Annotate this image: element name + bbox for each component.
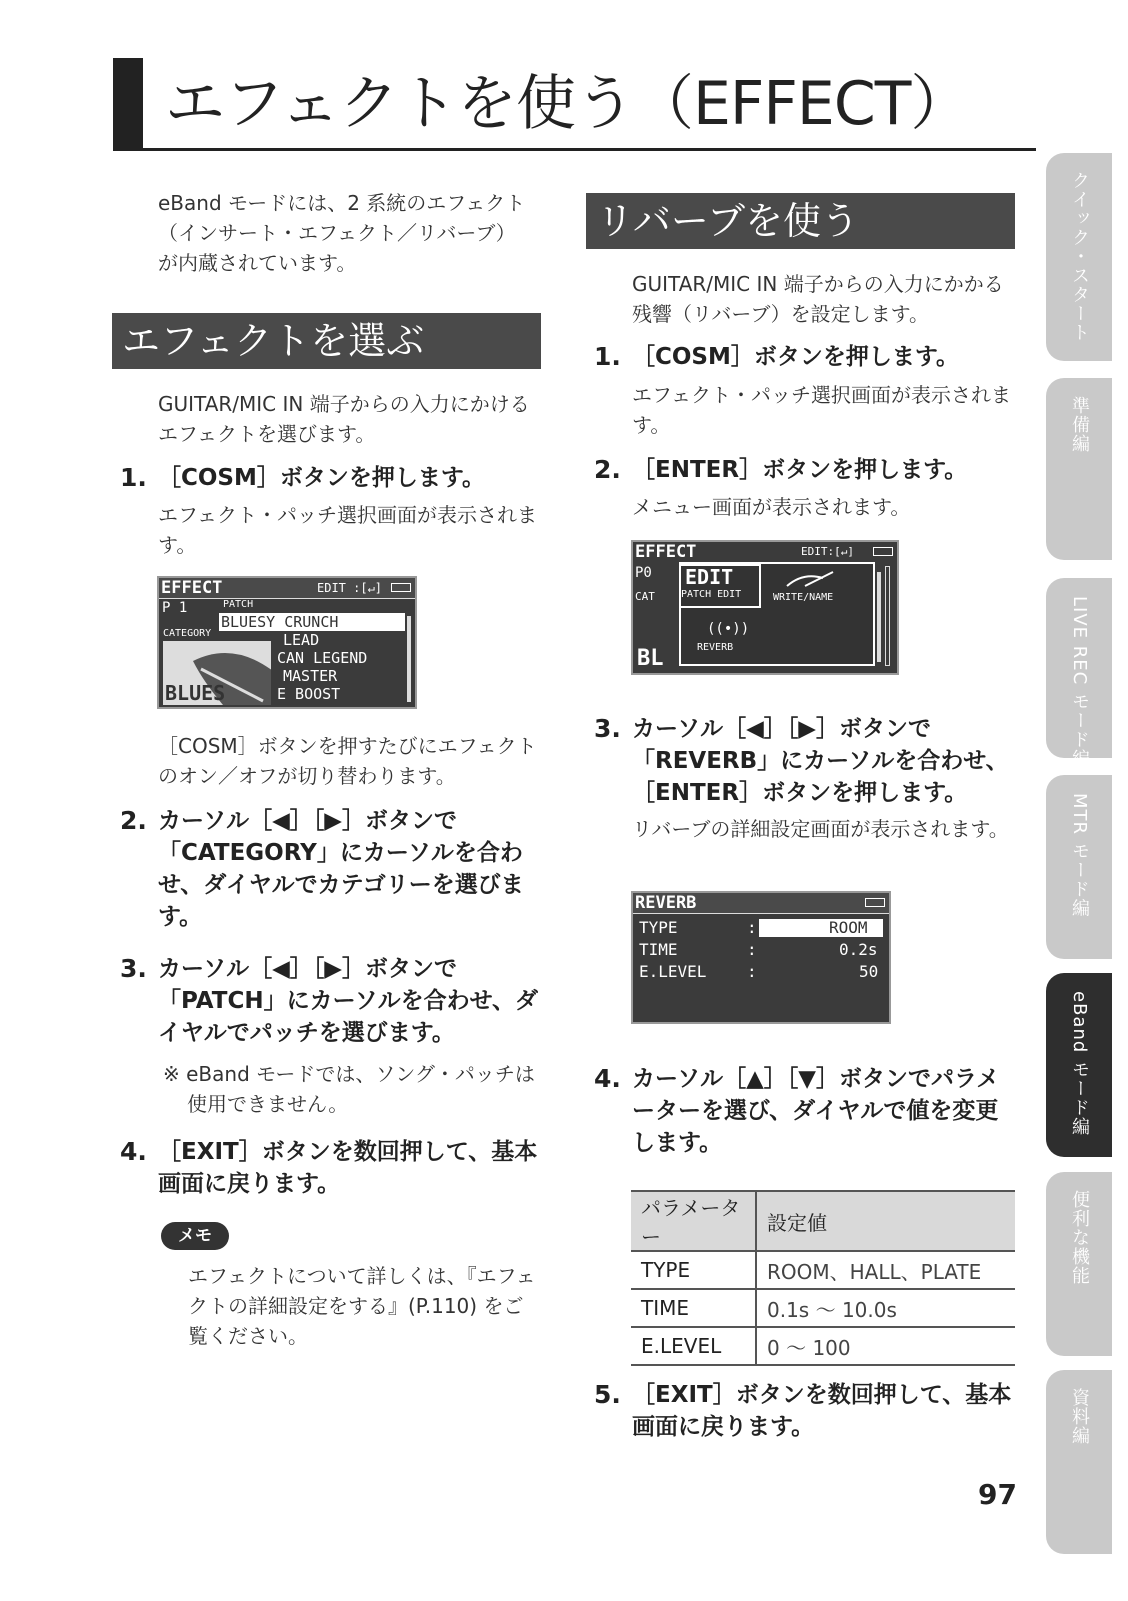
tab-label: LIVE REC モード編 xyxy=(1069,596,1090,768)
table-row xyxy=(631,1251,1015,1289)
reverb-icon: ((•)) xyxy=(707,621,750,637)
tab-useful-functions[interactable] xyxy=(1046,1172,1112,1356)
title-rule xyxy=(113,148,1036,151)
intro-text: eBand モードには、2 系統のエフェクト（インサート・エフェクト／リバーブ）が内蔵されています。 xyxy=(158,191,526,275)
tab-label: クイック・スタート xyxy=(1069,171,1090,342)
category-value: BLUES xyxy=(165,681,226,705)
step-number: 1. xyxy=(594,342,621,371)
bg-category-label: CAT xyxy=(635,590,655,603)
effect-patch-screen xyxy=(157,576,417,709)
step-number: 3. xyxy=(594,714,621,743)
tab-eband-mode[interactable] xyxy=(1046,973,1112,1157)
right-step-3-desc: リバーブの詳細設定画面が表示されます。 xyxy=(632,817,1009,841)
menu-screen xyxy=(631,540,899,675)
right-step-1 xyxy=(594,341,1016,373)
tab-appendix[interactable] xyxy=(1046,1370,1112,1554)
cosm-toggle-note: ［COSM］ボタンを押すたびにエフェクトのオン／オフが切り替わります。 xyxy=(158,734,537,788)
step-text: ［COSM］ボタンを押します。 xyxy=(158,465,486,491)
scrollbar xyxy=(407,616,411,702)
screen-header: EFFECT xyxy=(161,578,223,598)
table-header-row xyxy=(631,1191,1015,1251)
step-text: ［EXIT］ボタンを数回押して、基本画面に戻ります。 xyxy=(632,1382,1012,1440)
step-number: 4. xyxy=(120,1137,147,1166)
right-step-2-desc: メニュー画面が表示されます。 xyxy=(632,495,911,519)
step-number: 2. xyxy=(594,455,621,484)
title-accent-bar xyxy=(113,58,143,148)
reverb-parameter-table xyxy=(631,1190,1015,1366)
step-text: カーソル［◀］［▶］ボタンで「CATEGORY」にカーソルを合わせ、ダイヤルでカテゴリーを選びます。 xyxy=(158,808,524,930)
section-desc-reverb: GUITAR/MIC IN 端子からの入力にかかる残響（リバーブ）を設定します。 xyxy=(632,272,1004,326)
patch-item: CAN LEGEND xyxy=(277,649,368,667)
table-header: パラメーター xyxy=(631,1191,756,1251)
param-colon: : xyxy=(747,962,757,981)
step-text: ［EXIT］ボタンを数回押して、基本画面に戻ります。 xyxy=(158,1139,538,1197)
param-value-selected: ROOM xyxy=(829,918,868,937)
tab-label: 準備編 xyxy=(1069,396,1090,453)
table-cell: TIME xyxy=(631,1289,756,1327)
patch-number: P 1 xyxy=(162,600,188,616)
step-text: カーソル［◀］［▶］ボタンで「PATCH」にカーソルを合わせ、ダイヤルでパッチを選びます。 xyxy=(158,956,538,1046)
tab-label: 便利な機能 xyxy=(1069,1190,1090,1285)
tab-mtr-mode[interactable] xyxy=(1046,775,1112,959)
step-number: 3. xyxy=(120,954,147,983)
scrollbar-track xyxy=(885,566,890,666)
screen-header: REVERB xyxy=(635,893,697,913)
tab-preparation[interactable] xyxy=(1046,378,1112,560)
memo-text: エフェクトについて詳しくは、『エフェクトの詳細設定をする』(P.110) をご覧ください。 xyxy=(188,1264,536,1348)
battery-icon xyxy=(873,547,893,556)
patch-label: PATCH xyxy=(223,599,254,610)
patch-item: E BOOST xyxy=(277,685,341,703)
patch-item: LEAD xyxy=(283,631,320,649)
section-title-reverb: リバーブを使う xyxy=(586,193,1015,249)
battery-icon xyxy=(391,583,411,592)
section-desc-select-effect: GUITAR/MIC IN 端子からの入力にかけるエフェクトを選びます。 xyxy=(158,392,530,446)
scrollbar xyxy=(877,572,881,662)
left-step-1-desc: エフェクト・パッチ選択画面が表示されます。 xyxy=(158,503,537,557)
right-step-2 xyxy=(594,454,1016,486)
bg-patch-number: P0 xyxy=(635,565,652,581)
right-step-4 xyxy=(594,1063,1016,1159)
param-value: 0.2s xyxy=(839,940,878,959)
table-cell: 0.1s 〜 10.0s xyxy=(756,1289,1015,1327)
screen-header: EFFECT xyxy=(635,542,697,562)
patch-item-selected: BLUESY CRUNCH xyxy=(221,613,339,631)
table-cell: E.LEVEL xyxy=(631,1327,756,1365)
reverb-settings-screen xyxy=(631,891,891,1024)
tab-live-rec-mode[interactable] xyxy=(1046,578,1112,768)
left-step-2 xyxy=(120,805,543,933)
section-title-select-effect: エフェクトを選ぶ xyxy=(112,313,541,369)
patch-edit-label: PATCH EDIT xyxy=(681,589,742,600)
param-colon: : xyxy=(747,918,757,937)
memo-badge: メモ xyxy=(161,1222,229,1250)
step-text: カーソル［◀］［▶］ボタンで「REVERB」にカーソルを合わせ、［ENTER］ボタンを押します。 xyxy=(632,716,1009,806)
table-cell: TYPE xyxy=(631,1251,756,1289)
table-header: 設定値 xyxy=(756,1191,1015,1251)
param-value: 50 xyxy=(859,962,879,981)
tab-quick-start[interactable] xyxy=(1046,153,1112,361)
left-step-4 xyxy=(120,1136,543,1200)
battery-icon xyxy=(865,898,885,907)
table-row xyxy=(631,1289,1015,1327)
left-step-3 xyxy=(120,953,543,1049)
right-step-3 xyxy=(594,713,1016,809)
edit-menu-label: EDIT xyxy=(685,565,734,589)
param-name: E.LEVEL xyxy=(639,962,707,981)
song-patch-note: ※ eBand モードでは、ソング・パッチは使用できません。 xyxy=(163,1062,535,1116)
right-step-1-desc: エフェクト・パッチ選択画面が表示されます。 xyxy=(632,383,1011,437)
table-row xyxy=(631,1327,1015,1365)
write-name-label: WRITE/NAME xyxy=(773,592,834,603)
param-name: TYPE xyxy=(639,918,678,937)
step-number: 4. xyxy=(594,1064,621,1093)
step-text: カーソル［▲］［▼］ボタンでパラメーターを選び、ダイヤルで値を変更します。 xyxy=(632,1066,1000,1156)
screen-edit-hint: EDIT :[↵] xyxy=(317,581,383,595)
right-step-5 xyxy=(594,1379,1016,1443)
reverb-menu-label: REVERB xyxy=(697,642,734,653)
screen-edit-hint: EDIT:[↵] xyxy=(801,545,854,558)
tab-label: MTR モード編 xyxy=(1069,793,1090,918)
write-name-icon xyxy=(783,568,843,590)
category-label: CATEGORY xyxy=(163,628,212,639)
patch-item: MASTER xyxy=(283,667,338,685)
step-text: ［ENTER］ボタンを押します。 xyxy=(632,457,968,483)
bg-category-value: BL xyxy=(637,646,664,671)
tab-label: 資料編 xyxy=(1069,1388,1090,1445)
step-text: ［COSM］ボタンを押します。 xyxy=(632,344,960,370)
param-name: TIME xyxy=(639,940,678,959)
step-number: 2. xyxy=(120,806,147,835)
page-number: 97 xyxy=(978,1478,1017,1511)
step-number: 5. xyxy=(594,1380,621,1409)
table-cell: 0 〜 100 xyxy=(756,1327,1015,1365)
param-colon: : xyxy=(747,940,757,959)
table-cell: ROOM、HALL、PLATE xyxy=(756,1251,1015,1289)
tab-label: eBand モード編 xyxy=(1069,991,1090,1137)
step-number: 1. xyxy=(120,463,147,492)
left-step-1 xyxy=(120,462,538,494)
page-title: エフェクトを使う（EFFECT） xyxy=(165,69,970,139)
